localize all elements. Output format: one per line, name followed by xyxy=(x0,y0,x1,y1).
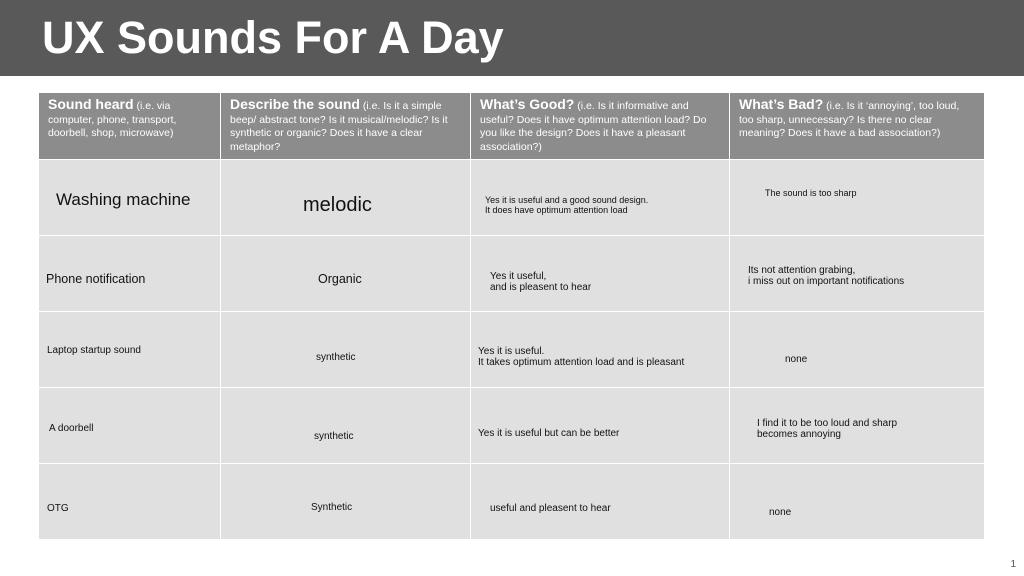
table-row xyxy=(39,236,985,312)
header-row xyxy=(39,93,985,160)
cell-bad xyxy=(730,160,985,236)
cell-describe xyxy=(221,312,471,388)
table-row xyxy=(39,312,985,388)
header-whats-bad: What’s Bad? (i.e. Is it ‘annoying’, too loud, too sharp, unnecessary? Is there no clear meaning? Does it have a bad association?) xyxy=(730,93,985,160)
slide-title: UX Sounds For A Day xyxy=(42,12,504,63)
cell-describe xyxy=(221,160,471,236)
cell-good xyxy=(471,312,730,388)
header-describe-sound: Describe the sound (i.e. Is it a simple beep/ abstract tone? Is it musical/melodic? Is it synthetic or organic? Does it have a clear metaphor? xyxy=(221,93,471,160)
cell-good xyxy=(471,236,730,312)
sound-text: Washing machine xyxy=(56,190,191,209)
table-row xyxy=(39,160,985,236)
cell-describe xyxy=(221,464,471,540)
bad-text: none xyxy=(785,354,808,365)
good-text: Yes it is useful and a good sound design. It does have optimum attention load xyxy=(485,195,649,215)
cell-describe xyxy=(221,388,471,464)
sound-text: OTG xyxy=(47,503,69,514)
cell-sound xyxy=(39,160,221,236)
table-row xyxy=(39,388,985,464)
sound-text: Laptop startup sound xyxy=(47,345,141,356)
cell-good xyxy=(471,160,730,236)
cell-good xyxy=(471,464,730,540)
cell-sound xyxy=(39,236,221,312)
good-text: Yes it is useful but can be better xyxy=(478,428,620,439)
cell-describe xyxy=(221,236,471,312)
cell-good xyxy=(471,388,730,464)
good-text: Yes it is useful. It takes optimum attention load and is pleasant xyxy=(478,346,685,368)
cell-bad xyxy=(730,312,985,388)
good-text: useful and pleasent to hear xyxy=(490,503,611,514)
cell-bad xyxy=(730,388,985,464)
describe-text: melodic xyxy=(303,194,372,216)
describe-text: Synthetic xyxy=(311,502,353,513)
cell-bad xyxy=(730,464,985,540)
table-row xyxy=(39,464,985,540)
bad-text: The sound is too sharp xyxy=(765,188,857,198)
bad-text: I find it to be too loud and sharp becomes annoying xyxy=(757,418,898,440)
cell-bad xyxy=(730,236,985,312)
page-number: 1 xyxy=(1010,559,1016,570)
cell-sound xyxy=(39,464,221,540)
sound-text: Phone notification xyxy=(46,272,146,286)
cell-sound xyxy=(39,388,221,464)
bad-text: none xyxy=(769,507,792,518)
sound-text: A doorbell xyxy=(49,423,94,434)
header-sound-heard: Sound heard (i.e. via computer, phone, transport, doorbell, shop, microwave) xyxy=(39,93,221,160)
describe-text: synthetic xyxy=(314,431,354,442)
sounds-table xyxy=(38,92,985,540)
describe-text: synthetic xyxy=(316,352,356,363)
title-banner xyxy=(0,0,1024,76)
describe-text: Organic xyxy=(318,272,362,286)
cell-sound xyxy=(39,312,221,388)
bad-text: Its not attention grabing, i miss out on important notifications xyxy=(748,265,905,287)
header-whats-good: What’s Good? (i.e. Is it informative and useful? Does it have optimum attention load? Do you like the design? Does it have a pleasant association?) xyxy=(471,93,730,160)
good-text: Yes it useful, and is pleasent to hear xyxy=(490,271,592,293)
